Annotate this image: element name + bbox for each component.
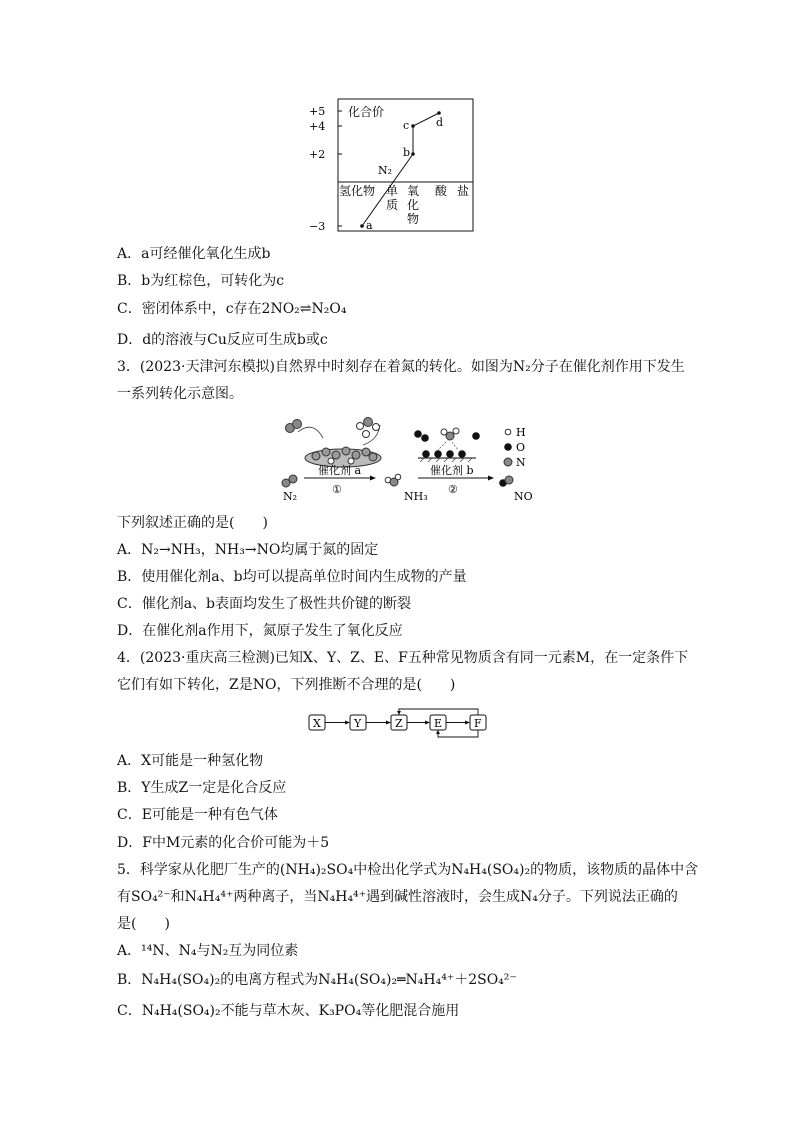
label-b: b [403,146,411,159]
catalyst-b-label: 催化剂 b [430,464,474,477]
point-c [411,124,415,128]
q5-stem-line1: 5．科学家从化肥厂生产的(NH₄)₂SO₄中检出化学式为N₄H₄(SO₄)₂的物质，该物质的晶体中含 [117,862,699,878]
conversion-flow-diagram [306,706,496,742]
q5-option-a: A．¹⁴N、N₄与N₂互为同位素 [117,943,299,959]
xcat-oxide-3: 物 [407,212,420,226]
q4-option-b: B．Y生成Z一定是化合反应 [117,780,287,796]
q3-prompt: 下列叙述正确的是( ) [117,515,268,531]
xcat-acid: 酸 [435,184,448,198]
q4-option-a: A．X可能是一种氢化物 [117,753,264,769]
q3-option-b: B．使用催化剂a、b均可以提高单位时间内生成物的产量 [117,569,467,585]
q3-stem-line1: 3．(2023·天津河东模拟)自然界中时刻存在着氮的转化。如图为N₂分子在催化剂作用下发生 [117,359,685,375]
q2-option-b: B．b为红棕色，可转化为c [117,273,285,289]
legend-h: H [516,426,526,439]
box-y-label: Y [354,717,362,730]
step-1-label: ① [332,483,342,496]
q4-option-c: C．E可能是一种有色气体 [117,807,278,823]
y-axis-label: 化合价 [348,105,385,119]
label-n2: N₂ [378,164,393,177]
q5-option-c: C．N₄H₄(SO₄)₂不能与草木灰、K₃PO₄等化肥混合施用 [117,1003,460,1019]
legend-o: O [516,441,526,454]
label-c: c [403,119,410,132]
ytick-plus2: +2 [309,148,326,161]
xcat-element-2: 质 [386,198,399,212]
ytick-minus3: −3 [309,220,326,233]
xcat-oxide-2: 化 [407,198,420,212]
q5-stem-line2: 有SO₄²⁻和N₄H₄⁴⁺两种离子，当N₄H₄⁴⁺遇到碱性溶液时，会生成N₄分子。下列说法正确的 [117,889,678,905]
xcat-element-1: 单 [386,184,399,198]
q4-stem-line1: 4．(2023·重庆高三检测)已知X、Y、Z、E、F五种常见物质含有同一元素M，在一定条件下 [117,650,689,666]
q3-option-d: D．在催化剂a作用下，氮原子发生了氧化反应 [117,623,403,639]
point-b [411,152,415,156]
point-a [360,224,364,228]
label-no: NO [514,490,533,503]
legend-n: N [516,456,526,469]
valence-diagram [305,96,480,236]
xcat-oxide-1: 氧 [407,184,420,198]
catalyst-b-surface [418,450,476,462]
label-d: d [436,116,444,129]
q4-stem-line2: 它们有如下转化，Z是NO，下列推断不合理的是( ) [117,677,456,693]
ytick-plus5: +5 [309,105,326,118]
q3-option-c: C．催化剂a、b表面均发生了极性共价键的断裂 [117,596,412,612]
ytick-plus4: +4 [309,120,326,133]
q2-option-c: C．密闭体系中，c存在2NO₂⇌N₂O₄ [117,301,347,317]
q2-option-d: D．d的溶液与Cu反应可生成b或c [117,332,328,348]
nitrogen-cycle-diagram [268,410,558,505]
box-x-label: X [313,717,321,730]
xcat-hydride: 氢化物 [339,184,376,198]
box-e-label: E [434,717,443,730]
q3-option-a: A．N₂→NH₃，NH₃→NO均属于氮的固定 [117,542,379,558]
point-d [437,111,441,115]
q2-option-a: A．a可经催化氧化生成b [117,246,271,262]
label-n2-mol: N₂ [283,490,298,503]
label-a: a [366,219,373,232]
box-f-label: F [474,717,482,730]
xcat-salt: 盐 [457,184,470,198]
valence-line [362,113,439,226]
label-nh3: NH₃ [404,490,428,503]
q5-option-b: B．N₄H₄(SO₄)₂的电离方程式为N₄H₄(SO₄)₂═N₄H₄⁴⁺＋2SO₄²⁻ [117,972,517,988]
catalyst-a-label: 催化剂 a [318,464,362,477]
step-2-label: ② [448,483,458,496]
atom-legend [504,426,526,469]
box-z-label: Z [395,717,403,730]
q5-stem-line3: 是( ) [117,916,170,932]
q3-stem-line2: 一系列转化示意图。 [117,386,243,402]
q4-option-d: D．F中M元素的化合价可能为＋5 [117,835,330,851]
